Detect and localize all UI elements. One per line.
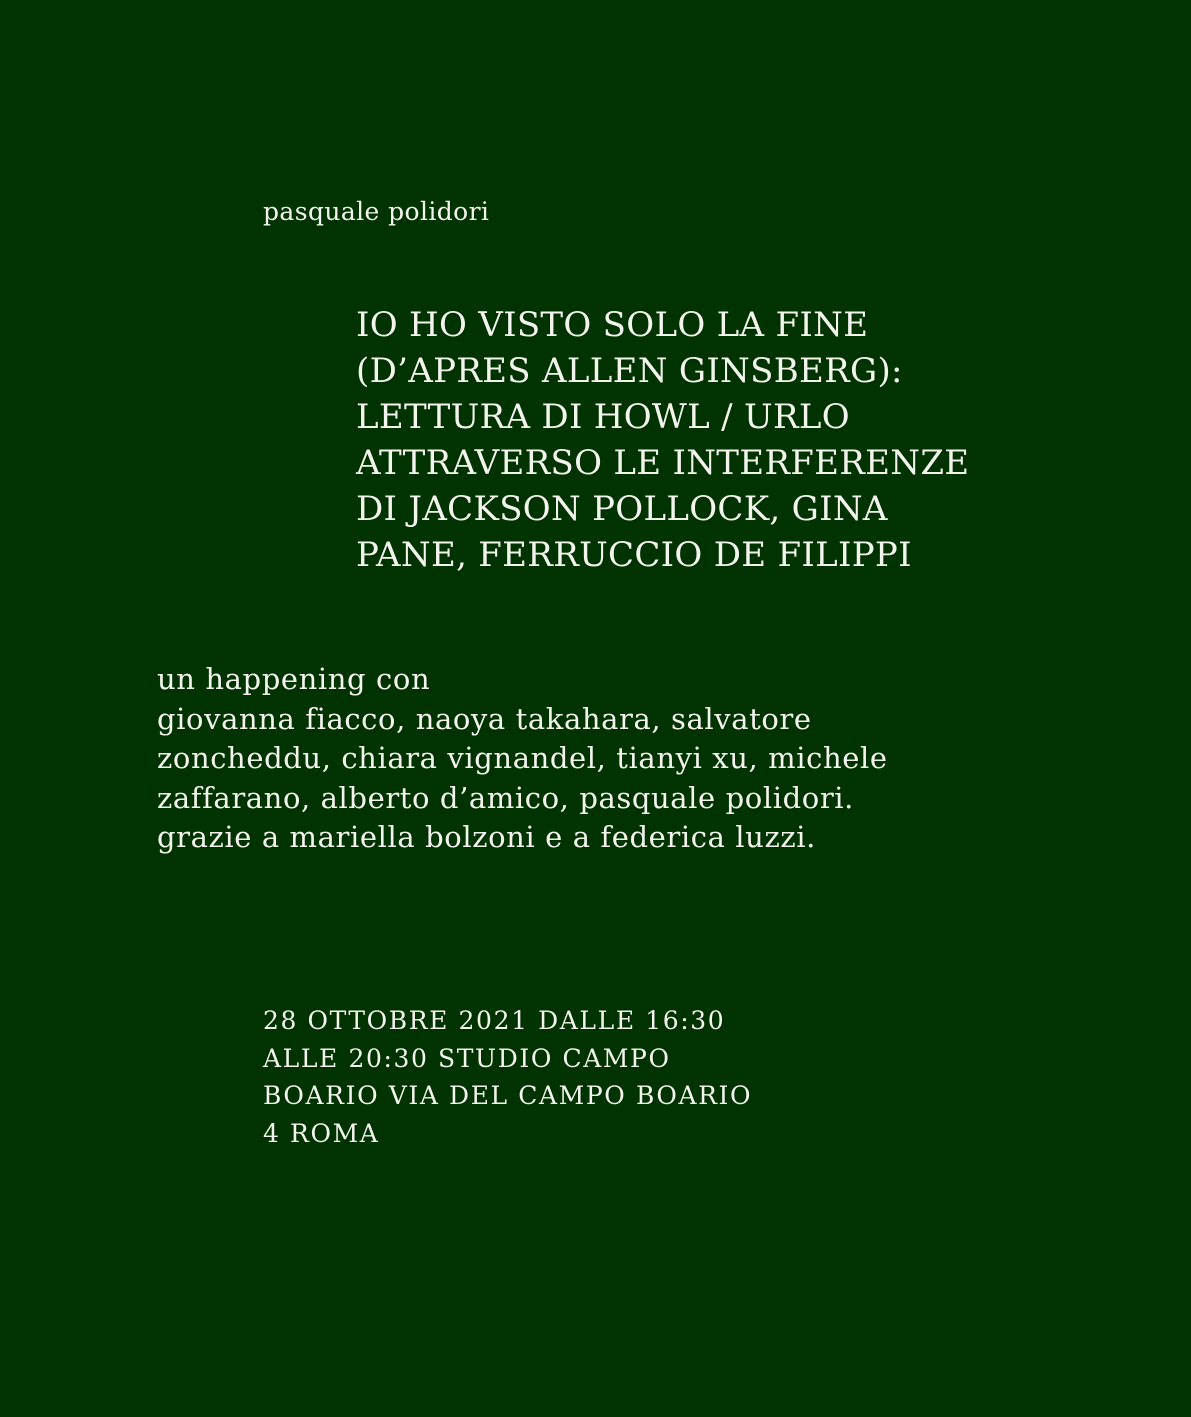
credits-line: grazie a mariella bolzoni e a federica luzzi.	[157, 820, 816, 854]
author-name: pasquale polidori	[263, 197, 490, 226]
credits-line: zoncheddu, chiara vignandel, tianyi xu, michele	[157, 741, 888, 775]
title-line: PANE, FERRUCCIO DE FILIPPI	[356, 535, 912, 575]
title-line: DI JACKSON POLLOCK, GINA	[356, 489, 888, 529]
credits-line: giovanna fiacco, naoya takahara, salvatore	[157, 701, 812, 736]
event-title	[356, 302, 969, 578]
event-line: BOARIO VIA DEL CAMPO BOARIO	[263, 1081, 753, 1110]
event-line: ALLE 20:30 STUDIO CAMPO	[263, 1043, 671, 1073]
title-line: IO HO VISTO SOLO LA FINE	[356, 305, 869, 345]
event-details	[263, 1002, 752, 1152]
title-line: ATTRAVERSO LE INTERFERENZE	[356, 443, 970, 483]
event-line: 28 OTTOBRE 2021 DALLE 16:30	[263, 1006, 726, 1035]
credits-text	[157, 660, 888, 858]
event-line: 4 ROMA	[263, 1118, 380, 1148]
credits-line: un happening con	[157, 662, 431, 696]
credits-line: zaffarano, alberto d’amico, pasquale polidori.	[157, 780, 854, 815]
title-line: LETTURA DI HOWL / URLO	[356, 397, 850, 437]
title-line: (D’APRES ALLEN GINSBERG):	[356, 351, 903, 391]
